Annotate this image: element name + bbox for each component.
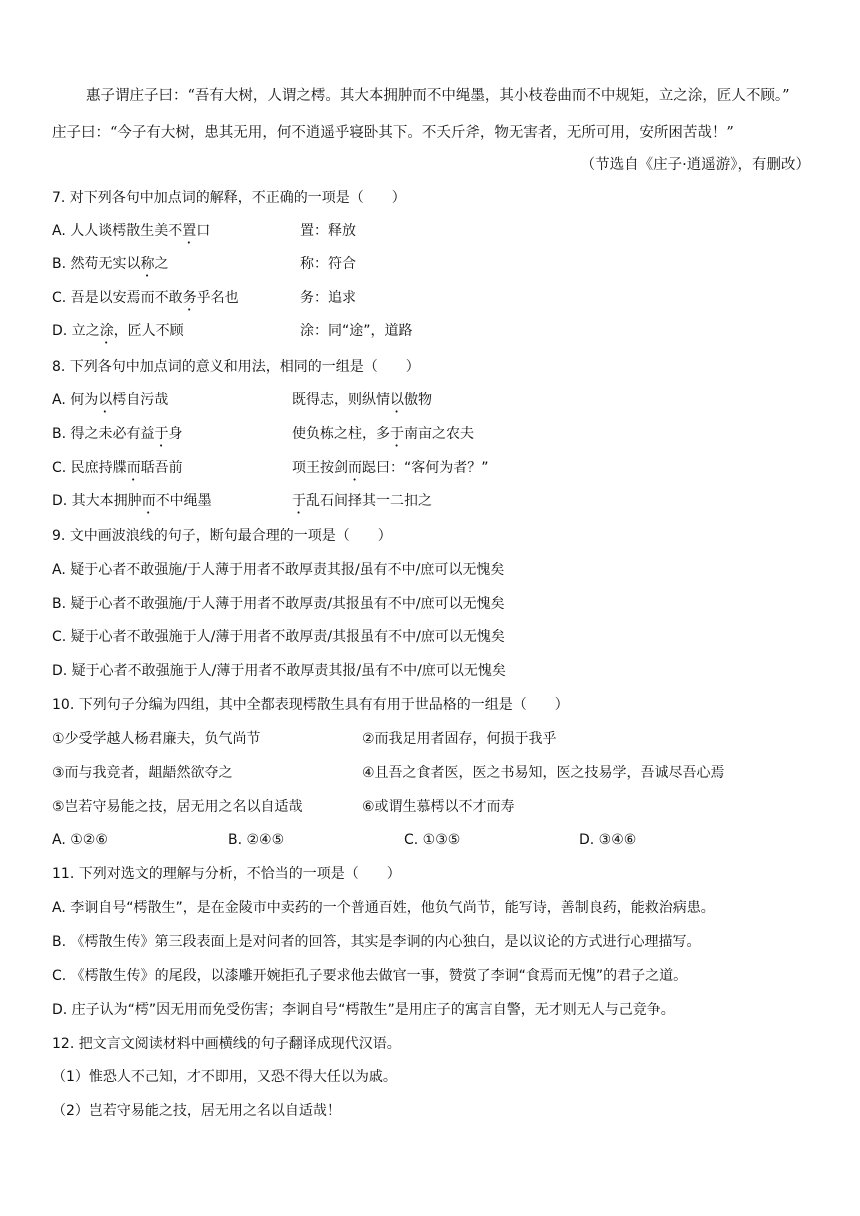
question-7-option-d-explanation: 涂：同“途”，道路 — [300, 323, 413, 339]
question-10-stem: 10. 下列句子分编为四组，其中全都表现樗散生具有有用于世品格的一组是（ ） — [52, 697, 569, 713]
question-8-option-c-right: 项王按剑而跽曰：“客何为者？” — [292, 460, 489, 476]
question-10-item-6: ⑥或谓生慕樗以不才而寿 — [362, 799, 515, 815]
question-8-option-d-right: 于乱石间择其一二扣之 — [292, 493, 432, 509]
question-10-item-4: ④且吾之食者医，医之书易知，医之技易学，吾诚尽吾心焉 — [362, 765, 725, 781]
question-10-item-1: ①少受学越人杨君廉夫，负气尚节 — [52, 731, 261, 747]
question-10-choice-a: A. ①②⑥ — [52, 832, 108, 848]
passage-line-2: 庄子曰：“今子有大树，患其无用，何不逍遥乎寝卧其下。不夭斤斧，物无害者，无所可用，安所困苦哉！” — [52, 125, 734, 141]
question-9-option-b: B. 疑于心者不敢强施/于人薄于用者不敢厚责/其报虽有不中/庶可以无愧矣 — [52, 596, 505, 612]
question-10-item-5: ⑤岂若守易能之技，居无用之名以自适哉 — [52, 799, 303, 815]
question-10-choice-c: C. ①③⑤ — [404, 832, 461, 848]
question-8-option-a: A. 何为以樗自污哉 — [52, 392, 169, 408]
question-9-stem: 9. 文中画波浪线的句子，断句最合理的一项是（ ） — [52, 528, 392, 544]
question-12-item-1: （1）惟恐人不己知，才不即用，又恐不得大任以为戚。 — [52, 1069, 397, 1085]
question-11-option-a: A. 李诇自号“樗散生”，是在金陵市中卖药的一个普通百姓，他负气尚节，能写诗，善制良药，能救治病患。 — [52, 900, 715, 916]
question-7-option-b-explanation: 称：符合 — [300, 256, 356, 272]
question-10-item-2: ②而我足用者固存，何损于我乎 — [362, 731, 557, 747]
question-11-option-d: D. 庄子认为“樗”因无用而免受伤害；李诇自号“樗散生”是用庄子的寓言自警，无才则无人与己竞争。 — [52, 1002, 675, 1018]
question-8-option-b: B. 得之未必有益于身 — [52, 426, 183, 442]
question-7-option-d: D. 立之涂，匠人不顾 — [52, 323, 184, 339]
question-9-option-a: A. 疑于心者不敢强施/于人薄于用者不敢厚责其报/虽有不中/庶可以无愧矣 — [52, 562, 505, 578]
question-8-option-b-right: 使负栋之柱，多于南亩之农夫 — [292, 426, 474, 442]
question-12-stem: 12. 把文言文阅读材料中画横线的句子翻译成现代汉语。 — [52, 1036, 401, 1052]
question-8-option-c: C. 民庶持牒而聒吾前 — [52, 460, 183, 476]
question-7-option-b: B. 然苟无实以称之 — [52, 256, 169, 272]
question-10-choice-b: B. ②④⑤ — [228, 832, 285, 848]
question-8-option-a-right: 既得志，则纵情以傲物 — [292, 392, 432, 408]
question-11-option-c: C. 《樗散生传》的尾段，以漆雕开婉拒孔子要求他去做官一事，赞赏了李诇“食焉而无愧”的君子之道。 — [52, 968, 688, 984]
question-9-option-c: C. 疑于心者不敢强施于人/薄于用者不敢厚责/其报虽有不中/庶可以无愧矣 — [52, 629, 505, 645]
passage-line-1: 惠子谓庄子曰：“吾有大树，人谓之樗。其大本拥肿而不中绳墨，其小枝卷曲而不中规矩，立之涂，匠人不顾。” — [86, 88, 790, 104]
question-10-choice-d: D. ③④⑥ — [579, 832, 637, 848]
question-7-stem: 7. 对下列各句中加点词的解释，不正确的一项是（ ） — [52, 190, 406, 206]
question-7-option-a-explanation: 置：释放 — [300, 223, 356, 239]
question-8-option-d: D. 其大本拥肿而不中绳墨 — [52, 493, 212, 509]
question-8-stem: 8. 下列各句中加点词的意义和用法，相同的一组是（ ） — [52, 359, 420, 375]
question-7-option-a: A. 人人谈樗散生美不置口 — [52, 223, 211, 239]
question-11-option-b: B. 《樗散生传》第三段表面上是对问者的回答，其实是李诇的内心独白，是以议论的方式进行心理描写。 — [52, 934, 701, 950]
question-9-option-d: D. 疑于心者不敢强施于人/薄于用者不敢厚责其报/虽有不中/庶可以无愧矣 — [52, 663, 506, 679]
passage-source: （节选自《庄子·逍遥游》，有删改） — [580, 157, 810, 173]
question-12-item-2: （2）岂若守易能之技，居无用之名以自适哉！ — [52, 1103, 341, 1119]
question-11-stem: 11. 下列对选文的理解与分析，不恰当的一项是（ ） — [52, 866, 401, 882]
question-10-item-3: ③而与我竞者，龃龉然欲夺之 — [52, 765, 233, 781]
question-7-option-c: C. 吾是以安焉而不敢务乎名也 — [52, 290, 239, 306]
question-7-option-c-explanation: 务：追求 — [300, 290, 356, 306]
